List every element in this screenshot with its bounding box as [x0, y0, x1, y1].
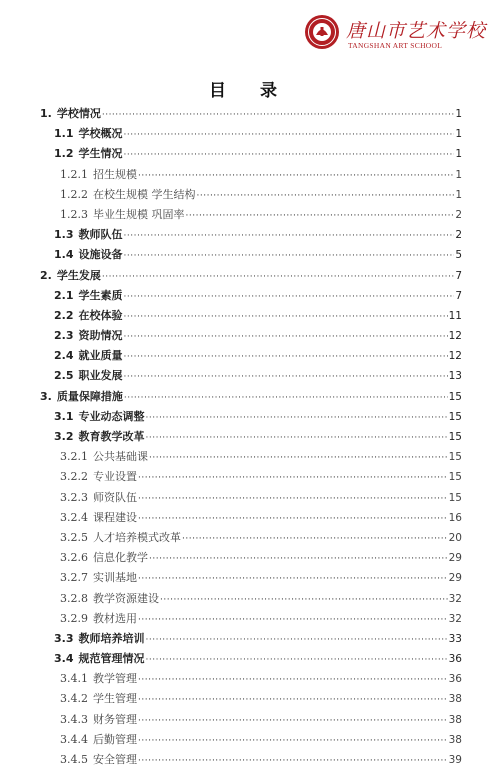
toc-entry-number: 3.2.8: [60, 591, 88, 605]
toc-entry[interactable]: [40, 326, 462, 346]
toc-entry-page: 29: [448, 552, 462, 565]
toc-leader-dots: [146, 630, 448, 650]
toc-entry-page: 1: [455, 148, 462, 161]
toc-leader-dots: [124, 145, 455, 165]
toc-entry[interactable]: [40, 104, 462, 124]
toc-entry-page: 38: [448, 713, 462, 726]
toc-entry-number: 3.2: [54, 430, 74, 443]
toc-entry-label: 教学管理: [93, 672, 137, 686]
toc-entry-label: 学生素质: [78, 288, 123, 302]
toc-entry[interactable]: [40, 286, 462, 306]
toc-entry-page: 20: [448, 531, 462, 544]
toc-entry-number: 3.2.7: [60, 571, 88, 585]
toc-entry[interactable]: [40, 245, 462, 265]
toc-entry-number: 1.: [40, 107, 52, 120]
toc-entry[interactable]: [40, 488, 462, 508]
toc-entry-page: 5: [455, 249, 462, 262]
toc-entry-page: 2: [455, 208, 462, 221]
toc-entry-label: 专业设置: [93, 470, 137, 484]
toc-entry-number: 3.4: [54, 652, 74, 666]
toc-entry-number: 3.: [40, 389, 52, 403]
toc-entry-label: 教育教学改革: [78, 430, 145, 443]
toc-entry-page: 16: [448, 511, 462, 524]
school-logo: [304, 12, 487, 56]
toc-title: 目 录: [209, 81, 291, 101]
toc-entry[interactable]: [40, 669, 462, 689]
toc-entry-label: 学校概况: [78, 127, 123, 141]
toc-entry-label: 后勤管理: [93, 732, 137, 746]
toc-leader-dots: [138, 670, 448, 690]
toc-entry-page: 12: [448, 330, 462, 343]
toc-entry-number: 3.2.2: [60, 470, 88, 484]
toc-entry[interactable]: [40, 427, 462, 447]
toc-leader-dots: [124, 327, 448, 347]
toc-entry-page: 15: [448, 390, 462, 403]
toc-entry-label: 师资队伍: [93, 490, 137, 504]
toc-leader-dots: [186, 206, 455, 226]
toc-entry-label: 规范管理情况: [78, 652, 145, 666]
toc-leader-dots: [102, 105, 454, 125]
toc-leader-dots: [138, 166, 454, 186]
toc-entry[interactable]: [40, 710, 462, 730]
toc-entry-number: 3.2.4: [60, 510, 88, 524]
toc-entry-number: 2.3: [54, 329, 74, 343]
toc-entry-page: 7: [455, 289, 462, 302]
toc-leader-dots: [160, 590, 448, 610]
toc-entry-page: 1: [455, 128, 462, 141]
toc-entry-label: 就业质量: [78, 349, 123, 363]
toc-entry-page: 2: [455, 229, 462, 242]
toc-entry-page: 12: [448, 350, 462, 363]
toc-entry-page: 15: [448, 471, 462, 484]
toc-entry[interactable]: [40, 649, 462, 669]
toc-entry[interactable]: [40, 467, 462, 487]
toc-leader-dots: [138, 751, 448, 771]
toc-entry-label: 专业动态调整: [78, 409, 145, 423]
toc-entry-page: 39: [448, 754, 462, 766]
toc-entry-label: 课程建设: [93, 510, 137, 524]
toc-entry-number: 3.1: [54, 409, 74, 423]
toc-entry[interactable]: [40, 508, 462, 528]
toc-entry[interactable]: [40, 629, 462, 649]
logo-english-name: TANGSHAN ART SCHOOL: [348, 41, 443, 50]
toc-entry[interactable]: [40, 266, 462, 286]
toc-leader-dots: [146, 428, 448, 448]
toc-entry[interactable]: [40, 609, 462, 629]
toc-entry-number: 3.4.1: [60, 672, 88, 686]
toc-entry-number: 3.4.4: [60, 732, 88, 746]
toc-leader-dots: [138, 610, 448, 630]
toc-leader-dots: [138, 711, 448, 731]
toc-entry[interactable]: [40, 366, 462, 386]
toc-entry-label: 质量保障措施: [56, 389, 123, 403]
toc-entry-page: 15: [448, 491, 462, 504]
toc-leader-dots: [124, 246, 455, 266]
toc-entry[interactable]: [40, 568, 462, 588]
toc-entry[interactable]: [40, 689, 462, 709]
toc-entry[interactable]: [40, 548, 462, 568]
toc-entry-number: 3.2.3: [60, 490, 88, 504]
toc-leader-dots: [182, 529, 448, 549]
toc-entry-page: 32: [448, 592, 462, 605]
toc-leader-dots: [146, 408, 448, 428]
toc-entry-number: 1.2.2: [60, 187, 88, 201]
toc-entry[interactable]: [40, 528, 462, 548]
toc-entry-label: 学生发展: [56, 268, 101, 282]
toc-entry-label: 公共基础课: [93, 450, 148, 464]
toc-entry-number: 1.2.3: [60, 207, 88, 221]
toc-entry[interactable]: [40, 407, 462, 427]
toc-entry-page: 1: [455, 168, 462, 181]
toc-entry-page: 15: [448, 431, 462, 443]
toc-entry-number: 1.1: [54, 127, 74, 141]
toc-entry[interactable]: [40, 750, 462, 770]
toc-entry[interactable]: [40, 205, 462, 225]
toc-entry[interactable]: [40, 185, 462, 205]
toc-entry-label: 学校情况: [56, 107, 101, 120]
toc-leader-dots: [138, 690, 448, 710]
toc-entry-page: 33: [448, 632, 462, 645]
toc-entry-page: 11: [448, 309, 462, 322]
toc-entry[interactable]: [40, 346, 462, 366]
toc-entry-page: 1: [455, 188, 462, 201]
toc-entry-page: 7: [455, 269, 462, 282]
toc-entry-label: 学生情况: [78, 147, 123, 161]
toc-entry-number: 2.1: [54, 288, 74, 302]
toc-entry-number: 1.3: [54, 228, 74, 242]
toc-leader-dots: [138, 489, 448, 509]
toc-entry-label: 设施设备: [78, 248, 123, 262]
logo-chinese-name: 唐山市艺术学校: [346, 20, 487, 42]
toc-entry-page: 36: [448, 673, 462, 686]
toc-entry[interactable]: [40, 730, 462, 750]
toc-entry-label: 职业发展: [78, 369, 123, 383]
toc-entry[interactable]: [40, 144, 462, 164]
toc-entry-label: 资助情况: [78, 329, 123, 343]
toc-entry-page: 13: [448, 370, 462, 383]
toc-leader-dots: [149, 448, 448, 468]
toc-entry-number: 3.2.1: [60, 450, 88, 464]
toc-entry-number: 3.4.2: [60, 692, 88, 706]
toc-entry[interactable]: [40, 124, 462, 144]
toc-entry-label: 教材选用: [93, 611, 137, 625]
toc-leader-dots: [124, 367, 448, 387]
toc-entry-number: 1.2.1: [60, 167, 88, 181]
toc-leader-dots: [124, 307, 448, 327]
toc-leader-dots: [138, 468, 448, 488]
toc-entry-page: 15: [448, 410, 462, 423]
toc-leader-dots: [149, 549, 448, 569]
toc-entry-label: 教学资源建设: [93, 591, 159, 605]
toc-entry-number: 2.5: [54, 369, 74, 383]
toc-entry-page: 32: [448, 612, 462, 625]
toc-leader-dots: [138, 731, 448, 751]
toc-entry-label: 在校体验: [78, 308, 123, 322]
school-seal-icon: [304, 14, 340, 50]
toc-entry-page: 1: [455, 108, 462, 120]
toc-leader-dots: [124, 388, 448, 408]
toc-entry[interactable]: [40, 589, 462, 609]
toc-entry-page: 15: [448, 451, 462, 464]
toc-leader-dots: [124, 125, 455, 145]
toc-leader-dots: [124, 287, 455, 307]
toc-leader-dots: [138, 569, 448, 589]
toc-entry[interactable]: [40, 387, 462, 407]
toc-entry-page: 36: [448, 653, 462, 666]
toc-entry-label: 信息化教学: [93, 551, 148, 565]
toc-entry-number: 1.4: [54, 248, 74, 262]
toc-entry-label: 安全管理: [93, 753, 137, 766]
toc-entry-label: 财务管理: [93, 712, 137, 726]
toc-entry-label: 毕业生规模 巩固率: [93, 207, 185, 221]
toc-leader-dots: [146, 650, 448, 670]
toc-entry-label: 教师培养培训: [78, 631, 145, 645]
toc-entry-label: 招生规模: [93, 167, 137, 181]
toc-entry-number: 3.4.5: [60, 753, 88, 766]
toc-entry-label: 学生管理: [93, 692, 137, 706]
toc-entry-label: 在校生规模 学生结构: [93, 187, 196, 201]
toc-entry-page: 29: [448, 572, 462, 585]
toc-entry-page: 38: [448, 733, 462, 746]
toc-entry-label: 人才培养模式改革: [93, 530, 181, 544]
toc-leader-dots: [124, 226, 455, 246]
toc-entry-number: 2.: [40, 268, 52, 282]
toc-leader-dots: [197, 186, 455, 206]
toc-leader-dots: [138, 509, 448, 529]
toc-leader-dots: [102, 267, 454, 287]
toc-entry-number: 2.2: [54, 308, 74, 322]
toc-entry-number: 3.4.3: [60, 712, 88, 726]
toc-entry-label: 教师队伍: [78, 228, 123, 242]
toc-entry-number: 3.3: [54, 631, 74, 645]
toc-entry-number: 3.2.5: [60, 530, 88, 544]
toc-entry-number: 3.2.9: [60, 611, 88, 625]
toc-entry-page: 38: [448, 693, 462, 706]
toc-entry-number: 3.2.6: [60, 551, 88, 565]
toc-entry[interactable]: [40, 447, 462, 467]
toc-entry-number: 1.2: [54, 147, 74, 161]
toc-entry-label: 实训基地: [93, 571, 137, 585]
toc-leader-dots: [124, 347, 448, 367]
toc-entry[interactable]: [40, 306, 462, 326]
toc-entry[interactable]: [40, 165, 462, 185]
table-of-contents: [40, 104, 462, 770]
toc-entry[interactable]: [40, 225, 462, 245]
toc-entry-number: 2.4: [54, 349, 74, 363]
